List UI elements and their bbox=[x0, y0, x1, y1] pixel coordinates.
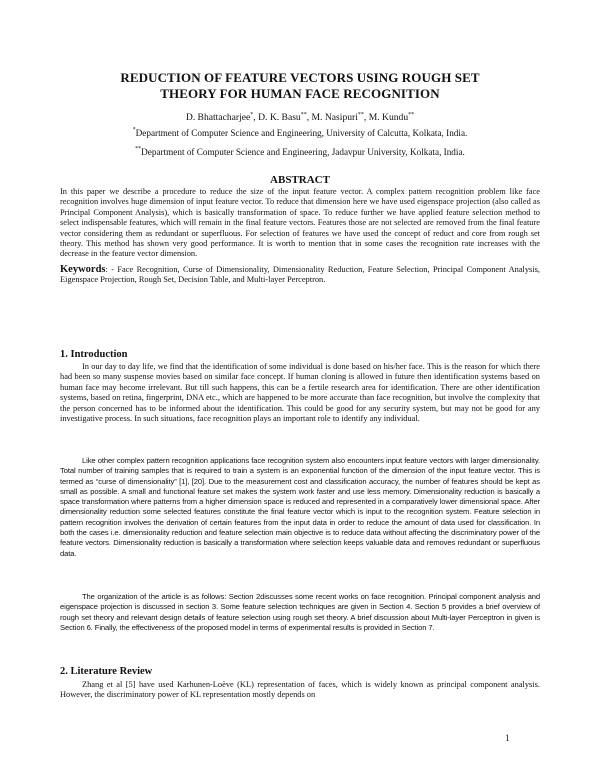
keywords-text: : - Face Recognition, Curse of Dimensionality, Dimensionality Reduction, Feature Selection, Principal Component Analysis, Eigenspace Projection, Rough Set, Decision Table, and Multi-layer Perceptron. bbox=[60, 265, 540, 285]
affiliation-2-text: Department of Computer Science and Engineering, Jadavpur University, Kolkata, India. bbox=[141, 147, 465, 157]
author-4: , M. Kundu bbox=[363, 112, 409, 123]
author-1: D. Bhattacharjee bbox=[185, 112, 251, 123]
author-2-mark: ** bbox=[300, 112, 307, 118]
keywords-label: Keywords bbox=[60, 264, 106, 275]
title-line-1: REDUCTION OF FEATURE VECTORS USING ROUGH SET bbox=[120, 70, 480, 85]
affiliation-1 bbox=[60, 127, 540, 139]
author-2: , D. K. Basu bbox=[253, 112, 301, 123]
intro-paragraph-2: Like other complex pattern recognition applications face recognition system also encounters input feature vectors with larger dimensionality. Total number of training samples that is required to train a system is an exponential function of the dimension of the input feature vector. This is termed as “curse of dimensionality” [1], [20]. Due to the measurement cost and classification accuracy, the number of features should be kept as small as possible. A small and functional feature set makes the system work faster and use less memory. Dimensionality reduction is basically a space transformation where patterns from a higher dimension space is reduced and represented in a comparatively lower dimensional space. After dimensionality reduction some selected features constitute the final feature vector which is input to the recognition system. Feature selection in pattern recognition involves the derivation of certain features from the input data in order to reduce the amount of data used for classification. In both the cases i.e. dimensionality reduction and feature selection main objective is to reduce data without affecting the discriminatory power of the feature vectors. Dimensionality reduction is basically a transformation where selection keeps valuable data and removes redundant or superfluous data. bbox=[60, 456, 540, 558]
affiliation-1-mark: * bbox=[132, 127, 136, 133]
abstract-text: In this paper we describe a procedure to reduce the size of the input feature vector. A complex pattern recognition problem like face recognition involves huge dimension of input feature vector. To reduce that dimension here we have used eigenspace projection (also called as Principal Component Analysis), which is basically transformation of space. To reduce further we have applied feature selection method to select indispensable features, which will remain in the final feature vectors. Features those are not selected are removed from the final feature vector considering them as redundant or superfluous. For selection of features we have used the concept of reduct and core from rough set theory. This method has shown very good performance. It is worth to mention that in some cases the recognition rate increases with the decrease in the feature vector dimension. bbox=[60, 187, 540, 259]
author-3-mark: ** bbox=[357, 112, 364, 118]
keywords bbox=[60, 265, 540, 286]
abstract-heading: ABSTRACT bbox=[270, 174, 330, 186]
affiliation-2-mark: ** bbox=[135, 146, 142, 152]
section-1-heading: 1. Introduction bbox=[60, 349, 128, 360]
affiliation-2 bbox=[60, 146, 540, 158]
author-list bbox=[60, 112, 540, 124]
section-2-heading: 2. Literature Review bbox=[60, 666, 153, 677]
intro-paragraph-1: In our day to day life, we find that the identification of some individual is done based on his/her face. This is the reason for which there had been so many suspense movies based on similar face concept. If human cloning is allowed in future then identification systems based on human face may become irrelevant. But till such happens, this can be a fertile research area for identification. There are other identification systems, based on retina, fingerprint, DNA etc., which are happened to be more accurate than face recognition, but involve the complexity that the person concerned has to be informed about the identification. This could be good for any security system, but may not be good for any investigative process. In such situations, face recognition plays an important role to identify any individual. bbox=[60, 362, 540, 424]
affiliation-1-text: Department of Computer Science and Engineering, University of Calcutta, Kolkata, India. bbox=[135, 128, 468, 138]
title-line-2: THEORY FOR HUMAN FACE RECOGNITION bbox=[160, 86, 440, 101]
author-4-mark: ** bbox=[408, 112, 415, 118]
intro-paragraph-3: The organization of the article is as follows: Section 2discusses some recent works on face recognition. Principal component analysis and eigenspace projection is discussed in section 3. Some feature selection techniques are given in Section 4. Section 5 provides a brief overview of rough set theory and relevant design details of feature selection using rough set theory. A brief discussion about Multi-layer Perceptron in given is Section 6. Finally, the effectiveness of the proposed model in terms of experimental results is provided in Section 7. bbox=[60, 592, 540, 632]
author-1-mark: * bbox=[250, 112, 254, 118]
author-3: , M. Nasipuri bbox=[306, 112, 358, 123]
paper-title bbox=[60, 70, 540, 102]
literature-paragraph-1: Zhang et al [5] have used Karhunen-Loève (KL) representation of faces, which is widely known as principal component analysis. However, the discriminatory power of KL representation mostly depends on bbox=[60, 680, 540, 700]
page-number: 1 bbox=[505, 733, 510, 743]
